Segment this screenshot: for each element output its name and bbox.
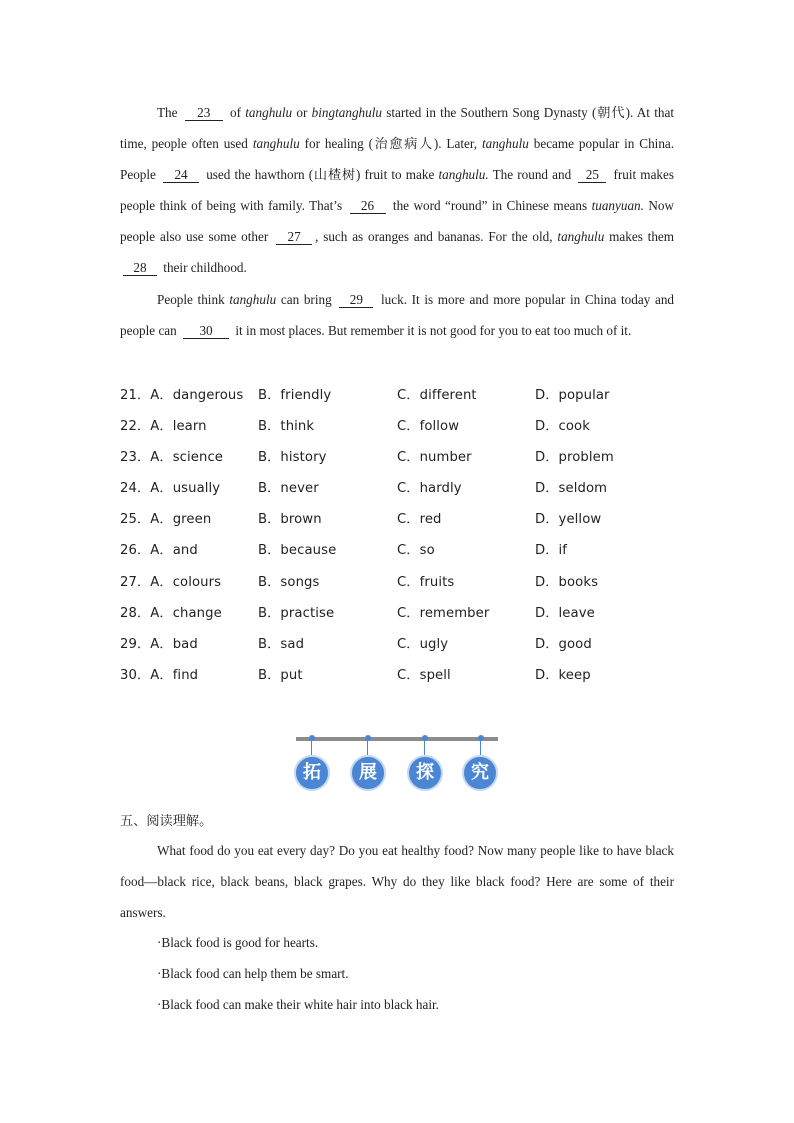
option-30-b: B．put: [258, 668, 303, 683]
text: The round and: [492, 167, 572, 182]
banner-char-4: 究: [462, 755, 498, 791]
text: Now people also use some other: [120, 198, 675, 244]
text: started in the Southern Song Dynasty (朝代). At that time, people often used: [120, 105, 674, 151]
banner-dot: [422, 735, 428, 741]
question-number: 26．: [120, 543, 151, 558]
banner-char-2: 展: [350, 755, 386, 791]
question-number: 27．: [120, 575, 151, 590]
answer-bullet-1: ·Black food is good for hearts.: [157, 935, 319, 950]
option-a: A．bad: [150, 637, 198, 652]
option-24-c: C．hardly: [397, 481, 462, 496]
text: The: [157, 105, 178, 120]
italic-term: tanghulu: [252, 136, 300, 151]
option-30-d: D．keep: [535, 668, 591, 683]
intro-text: What food do you eat every day? Do you eat healthy food? Now many people like to have black food—black rice, black beans, black grapes. Why do they like black food? Here are some of their answers.: [120, 843, 674, 920]
option-21-a: [120, 384, 243, 403]
text: luck. It is more and more popular in China today and people can: [120, 292, 675, 338]
option-23-c: C．number: [397, 450, 472, 465]
italic-term: tanghulu: [245, 105, 293, 120]
option-25-c: C．red: [397, 512, 442, 527]
passage-paragraph-1: [120, 97, 674, 283]
option-26-a: [120, 539, 198, 558]
question-number: 22．: [120, 419, 151, 434]
option-a: A．usually: [150, 481, 221, 496]
option-30-a: [120, 664, 198, 683]
blank-24: 24: [163, 167, 199, 183]
blank-26: 26: [350, 198, 386, 214]
italic-term: tanghulu: [557, 229, 605, 244]
banner-stem: [424, 741, 425, 755]
banner-char-3: 探: [407, 755, 443, 791]
option-23-a: [120, 446, 223, 465]
option-29-b: B．sad: [258, 637, 305, 652]
blank-25: 25: [578, 167, 606, 183]
option-25-d: D．yellow: [535, 512, 602, 527]
section-title: 五、阅读理解。: [120, 814, 213, 829]
blank-30: 30: [183, 323, 229, 339]
option-25-a: [120, 508, 211, 527]
blank-27: 27: [276, 229, 312, 245]
banner-stem: [367, 741, 368, 755]
option-a: A．dangerous: [150, 388, 244, 403]
option-a: A．learn: [150, 419, 207, 434]
passage-paragraph-2: [120, 284, 674, 346]
text: used the hawthorn (山楂树) fruit to make: [206, 167, 435, 182]
blank-28: 28: [123, 260, 157, 276]
question-number: 24．: [120, 481, 151, 496]
option-28-b: B．practise: [258, 606, 335, 621]
option-26-b: B．because: [258, 543, 337, 558]
banner-stem: [311, 741, 312, 755]
option-22-c: C．follow: [397, 419, 460, 434]
banner-dot: [478, 735, 484, 741]
text: or: [296, 105, 308, 120]
question-number: 25．: [120, 512, 151, 527]
option-21-b: B．friendly: [258, 388, 332, 403]
option-27-d: D．books: [535, 575, 599, 590]
option-29-c: C．ugly: [397, 637, 449, 652]
blank-23: 23: [185, 105, 223, 121]
option-29-d: D．good: [535, 637, 592, 652]
option-25-b: B．brown: [258, 512, 322, 527]
italic-term: tanghulu: [481, 136, 529, 151]
option-24-b: B．never: [258, 481, 319, 496]
text: makes them: [609, 229, 675, 244]
extension-banner: [296, 735, 498, 795]
answer-bullet-2: ·Black food can help them be smart.: [157, 966, 349, 981]
option-22-a: [120, 415, 207, 434]
reading-intro: [120, 835, 674, 928]
option-21-d: D．popular: [535, 388, 610, 403]
question-number: 28．: [120, 606, 151, 621]
option-24-a: [120, 477, 220, 496]
banner-char-1: 拓: [294, 755, 330, 791]
text: People think: [157, 292, 225, 307]
option-22-d: D．cook: [535, 419, 590, 434]
option-29-a: [120, 633, 198, 652]
option-a: A．find: [150, 668, 199, 683]
option-23-d: D．problem: [535, 450, 614, 465]
text: for healing (治愈病人). Later,: [304, 136, 478, 151]
answer-bullet-3: ·Black food can make their white hair into black hair.: [157, 997, 439, 1012]
banner-dot: [309, 735, 315, 741]
option-a: A．colours: [150, 575, 222, 590]
question-number: 21．: [120, 388, 151, 403]
option-a: A．change: [150, 606, 222, 621]
question-number: 29．: [120, 637, 151, 652]
text: the word “round” in Chinese means: [392, 198, 588, 213]
text: their childhood.: [163, 260, 247, 275]
banner-bar: [296, 737, 498, 741]
text: it in most places. But remember it is not good for you to eat too much of it.: [235, 323, 632, 338]
option-a: A．green: [150, 512, 212, 527]
option-26-c: C．so: [397, 543, 435, 558]
banner-stem: [480, 741, 481, 755]
option-a: A．and: [150, 543, 198, 558]
option-21-c: C．different: [397, 388, 477, 403]
option-28-d: D．leave: [535, 606, 595, 621]
question-number: 30．: [120, 668, 151, 683]
banner-dot: [365, 735, 371, 741]
italic-term: tuanyuan.: [591, 198, 644, 213]
option-22-b: B．think: [258, 419, 315, 434]
option-28-c: C．remember: [397, 606, 490, 621]
option-27-b: B．songs: [258, 575, 320, 590]
italic-term: bingtanghulu: [311, 105, 382, 120]
blank-29: 29: [339, 292, 373, 308]
option-30-c: C．spell: [397, 668, 451, 683]
italic-term: tanghulu: [229, 292, 277, 307]
text: fruit makes people think of being with family. That’s: [120, 167, 675, 213]
option-23-b: B．history: [258, 450, 327, 465]
option-27-c: C．fruits: [397, 575, 455, 590]
text: can bring: [280, 292, 332, 307]
text: , such as oranges and bananas. For the old,: [315, 229, 553, 244]
option-a: A．science: [150, 450, 224, 465]
text: of: [230, 105, 242, 120]
question-number: 23．: [120, 450, 151, 465]
option-27-a: [120, 571, 221, 590]
italic-term: tanghulu.: [438, 167, 489, 182]
option-24-d: D．seldom: [535, 481, 608, 496]
option-28-a: [120, 602, 222, 621]
text: became popular in China. People: [120, 136, 675, 182]
option-26-d: D．if: [535, 543, 568, 558]
